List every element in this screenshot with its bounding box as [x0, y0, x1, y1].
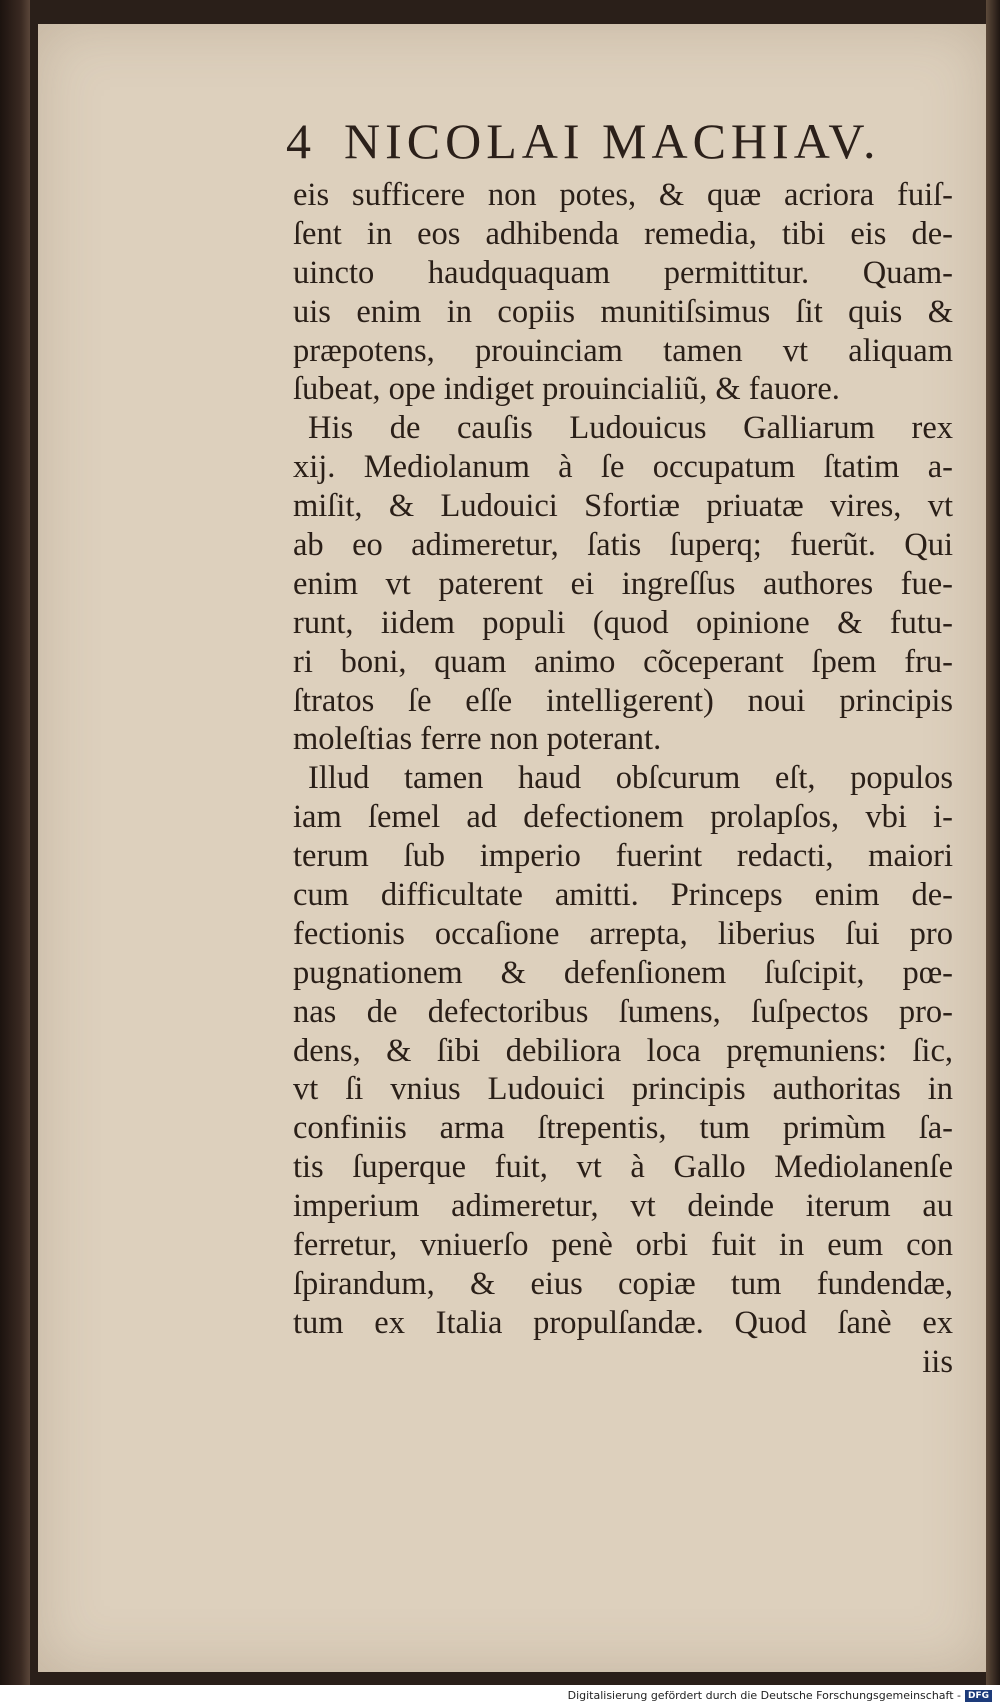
footer-credit [568, 1689, 992, 1702]
text-line: ſtratos ſe eſſe intelligerent) noui principis [293, 682, 953, 719]
digitization-footer [0, 1685, 1000, 1707]
text-line: imperium adimeretur, vt deinde iterum au [293, 1188, 953, 1225]
page-edge-shadow [986, 0, 1000, 1685]
text-line: nas de defectoribus ſumens, ſuſpectos pro- [293, 993, 953, 1030]
text-line: ſent in eos adhibenda remedia, tibi eis de- [293, 215, 953, 252]
text-line: ferretur, vniuerſo penè orbi fuit in eum con [293, 1227, 953, 1264]
text-line: tum ex Italia propulſandæ. Quod ſanè ex [293, 1304, 953, 1341]
text-line: miſit, & Ludouici Sfortiæ priuatæ vires, vt [293, 488, 953, 525]
text-block [293, 176, 953, 1382]
text-line: præpotens, prouinciam tamen vt aliquam [293, 332, 953, 369]
text-line: tis ſuperque fuit, vt à Gallo Mediolanenſe [293, 1149, 953, 1186]
text-line: xij. Mediolanum à ſe occupatum ſtatim a- [293, 449, 953, 486]
dfg-logo: DFG [965, 1690, 992, 1702]
text-line: ri boni, quam animo cõceperant ſpem fru- [293, 643, 953, 680]
text-line: vt ſi vnius Ludouici principis authoritas in [293, 1071, 953, 1108]
text-line: confiniis arma ſtrepentis, tum primùm ſa- [293, 1110, 953, 1147]
text-line: ſpirandum, & eius copiæ tum fundendæ, [293, 1265, 953, 1302]
text-line: pugnationem & defenſionem ſuſcipit, pœ- [293, 954, 953, 991]
text-line: fectionis occaſione arrepta, liberius ſui pro [293, 915, 953, 952]
text-line: moleſtias ferre non poterant. [293, 721, 662, 758]
text-line: eis sufficere non potes, & quæ acriora fuiſ- [293, 177, 953, 213]
text-line: enim vt paterent ei ingreſſus authores fue- [293, 565, 953, 602]
catchword: iis [922, 1343, 953, 1380]
text-line: runt, iidem populi (quod opinione & futu- [293, 604, 953, 641]
text-line: ſubeat, ope indiget prouincialiũ, & fauore. [293, 371, 840, 408]
text-line: iam ſemel ad defectionem prolapſos, vbi i- [293, 799, 953, 836]
text-line: cum difficultate amitti. Princeps enim de- [293, 877, 953, 914]
page-number: 4 [286, 113, 316, 169]
footer-credit-text: Digitalisierung gefördert durch die Deutsche Forschungsgemeinschaft - [567, 1689, 961, 1702]
book-binding-edge [0, 0, 30, 1685]
text-line: uincto haudquaquam permittitur. Quam- [293, 254, 953, 291]
text-line: Illud tamen haud obſcurum eſt, populos [308, 760, 953, 797]
text-line: dens, & ſibi debiliora loca pręmuniens: ſic, [293, 1032, 953, 1069]
text-line: terum ſub imperio fuerint redacti, maiori [293, 838, 953, 875]
running-head [286, 112, 881, 170]
text-line: ab eo adimeretur, ſatis ſuperq; fuerũt. Qui [293, 527, 953, 564]
text-line: His de cauſis Ludouicus Galliarum rex [308, 410, 953, 447]
text-line: uis enim in copiis munitiſsimus ſit quis & [293, 293, 953, 330]
running-head-title: NICOLAI MACHIAV. [344, 113, 881, 169]
